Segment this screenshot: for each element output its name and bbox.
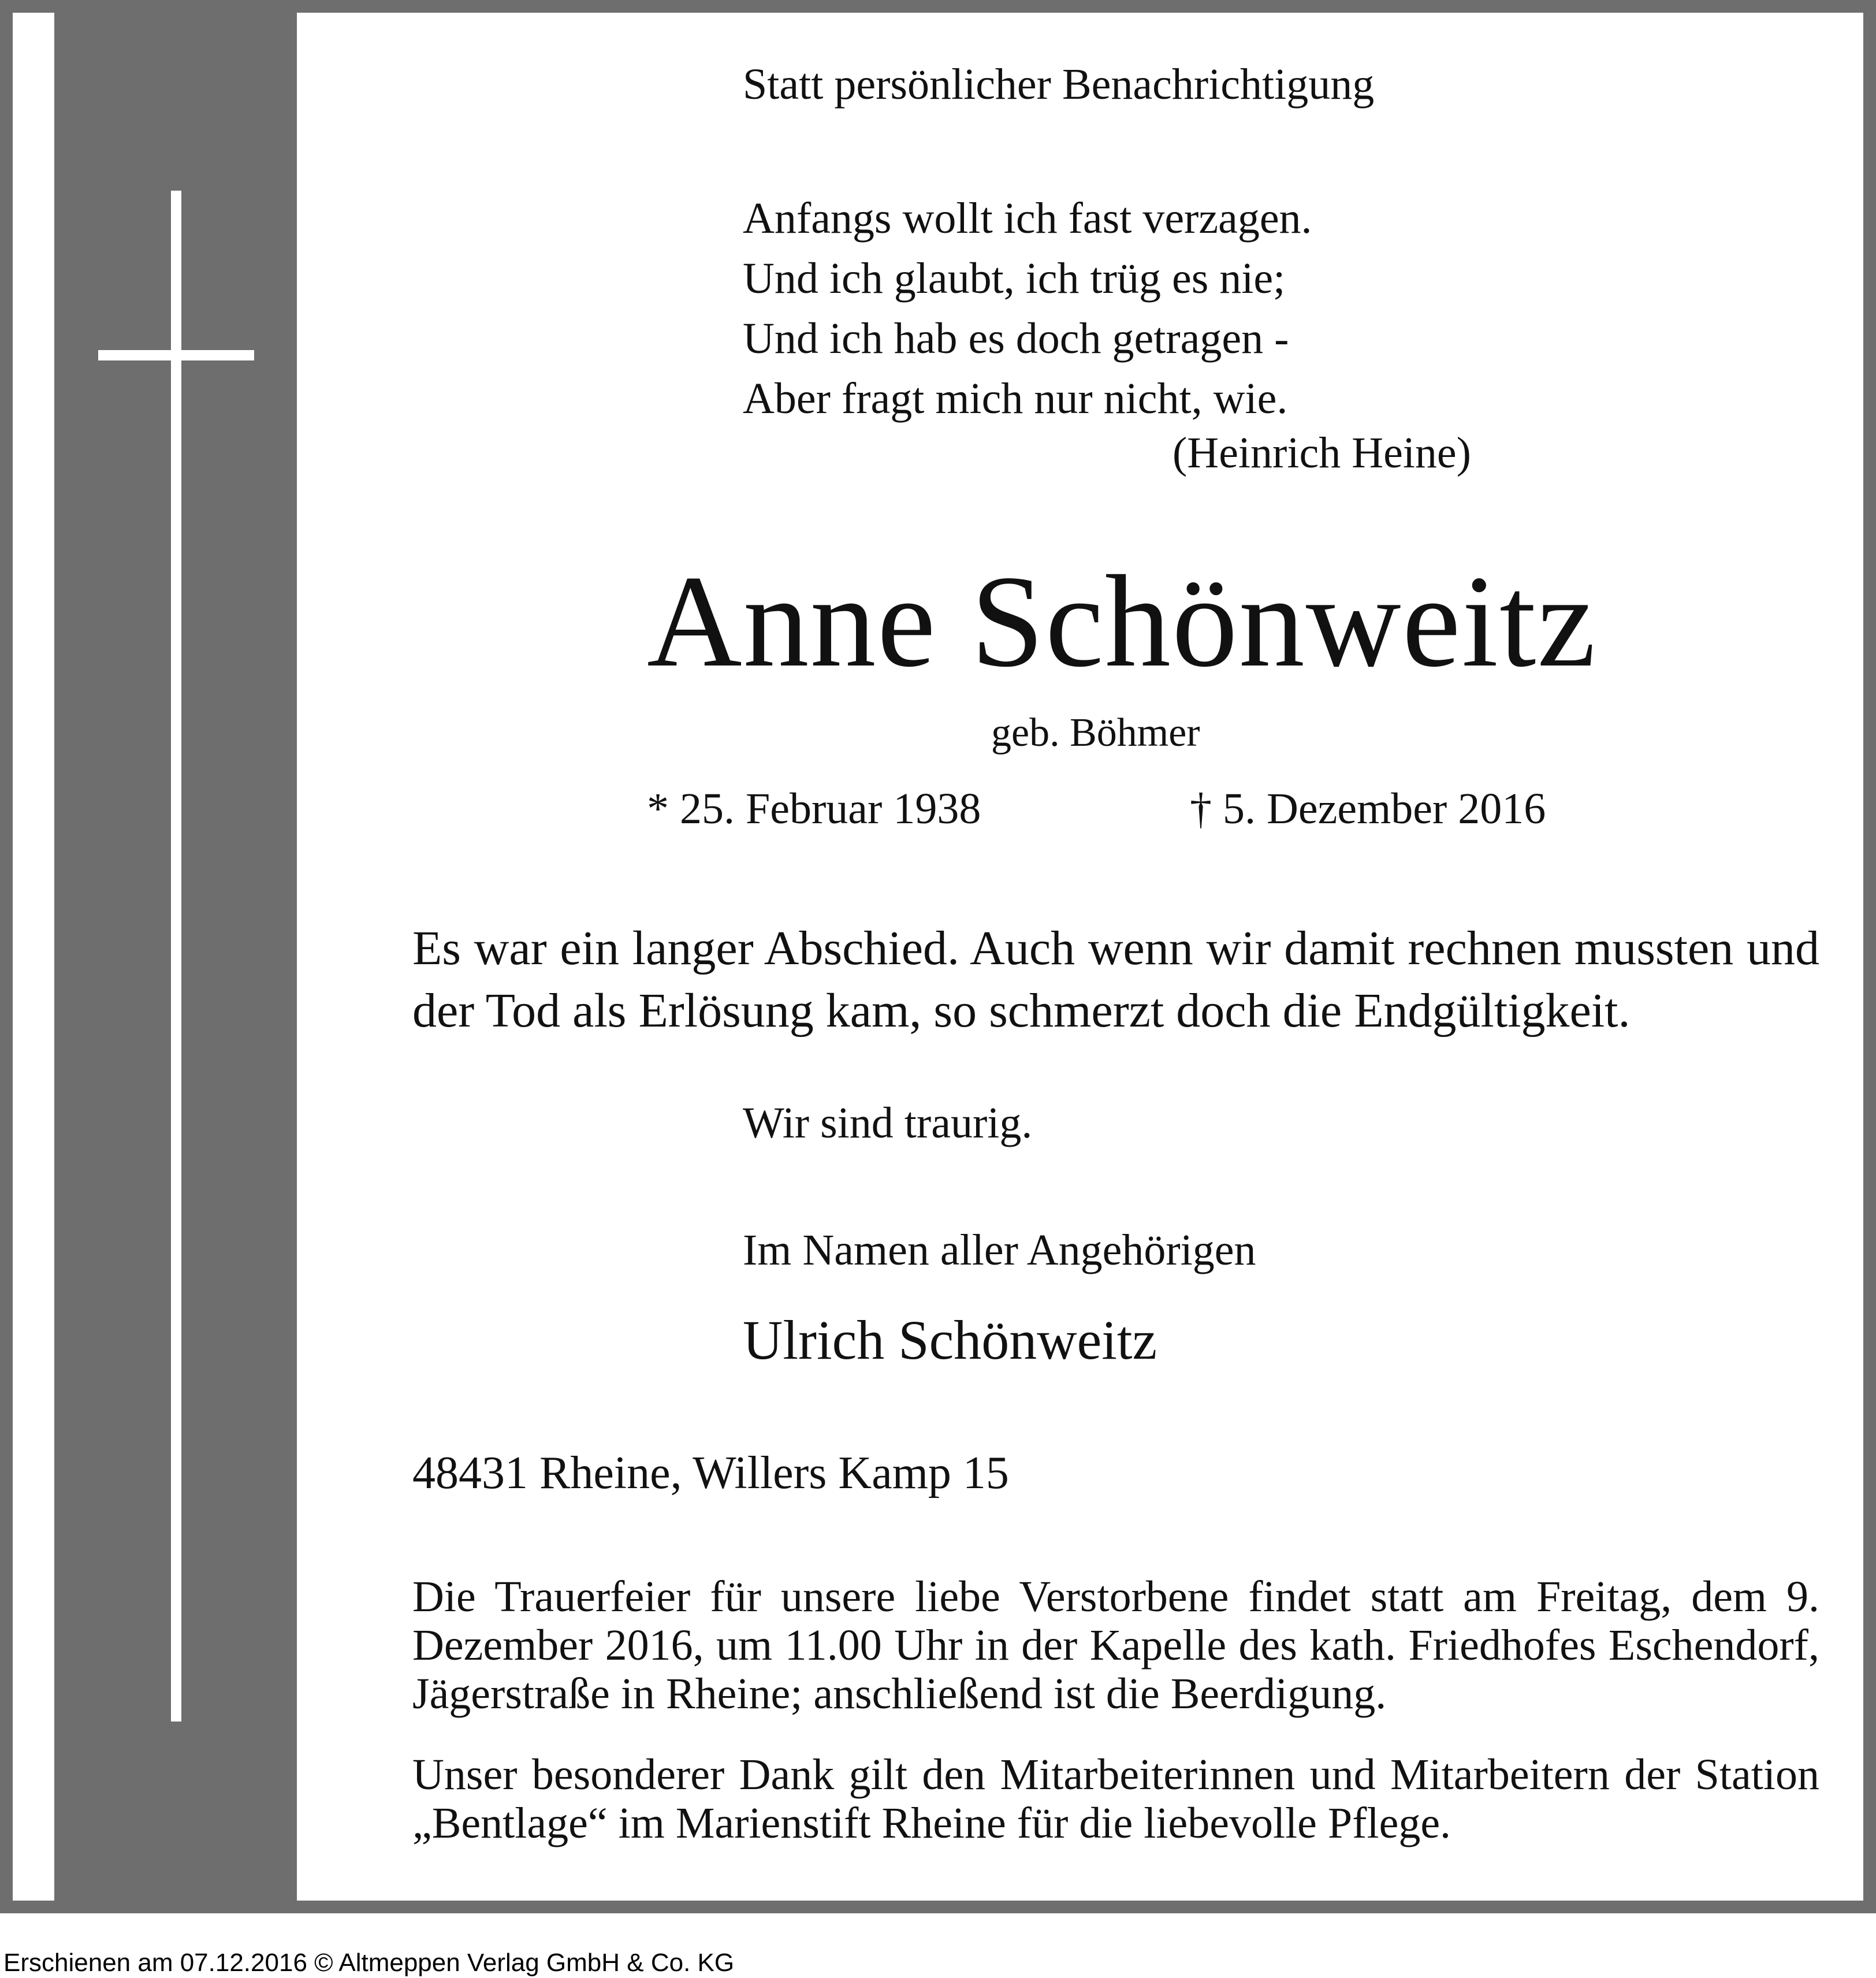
maiden-name: geb. Böhmer — [991, 711, 1200, 755]
notice-header: Statt persönlicher Benachrichtigung — [743, 60, 1375, 109]
thanks-note: Unser besonderer Dank gilt den Mitarbeiterinnen und Mitarbeitern der Station „Bentlage“ im Marienstift Rheine für die liebevolle Pflege. — [412, 1750, 1819, 1847]
poem — [743, 188, 1312, 429]
deceased-name: Anne Schönweitz — [647, 549, 1597, 694]
poem-line: Und ich glaubt, ich trüg es nie; — [743, 254, 1286, 303]
signer-name: Ulrich Schönweitz — [743, 1309, 1157, 1371]
funeral-info: Die Trauerfeier für unsere liebe Verstorbene findet statt am Freitag, dem 9. Dezember 2016, um 11.00 Uhr in der Kapelle des kath. Friedhofes Eschendorf, Jägerstraße in Rheine; anschließend ist die Beerdigung. — [412, 1572, 1819, 1718]
address: 48431 Rheine, Willers Kamp 15 — [412, 1448, 1009, 1499]
poem-line: Anfangs wollt ich fast verzagen. — [743, 194, 1312, 243]
farewell-message: Es war ein langer Abschied. Auch wenn wir damit rechnen mussten und der Tod als Erlösung kam, so schmerzt doch die Endgültigkeit. — [412, 921, 1819, 1038]
poem-line: Und ich hab es doch getragen - — [743, 314, 1289, 363]
on-behalf-line: Im Namen aller Angehörigen — [743, 1226, 1256, 1274]
poem-line: Aber fragt mich nur nicht, wie. — [743, 374, 1288, 423]
death-date: † 5. Dezember 2016 — [1190, 784, 1546, 833]
cross-icon-horizontal-bar — [98, 350, 254, 360]
poem-attribution: (Heinrich Heine) — [1172, 429, 1471, 477]
publication-credit: Erschienen am 07.12.2016 © Altmeppen Verlag GmbH & Co. KG — [3, 1949, 735, 1977]
cross-icon-vertical-bar — [171, 191, 181, 1722]
sadness-line: Wir sind traurig. — [743, 1099, 1033, 1147]
birth-date: * 25. Februar 1938 — [647, 784, 981, 833]
left-white-strip — [13, 13, 54, 1901]
